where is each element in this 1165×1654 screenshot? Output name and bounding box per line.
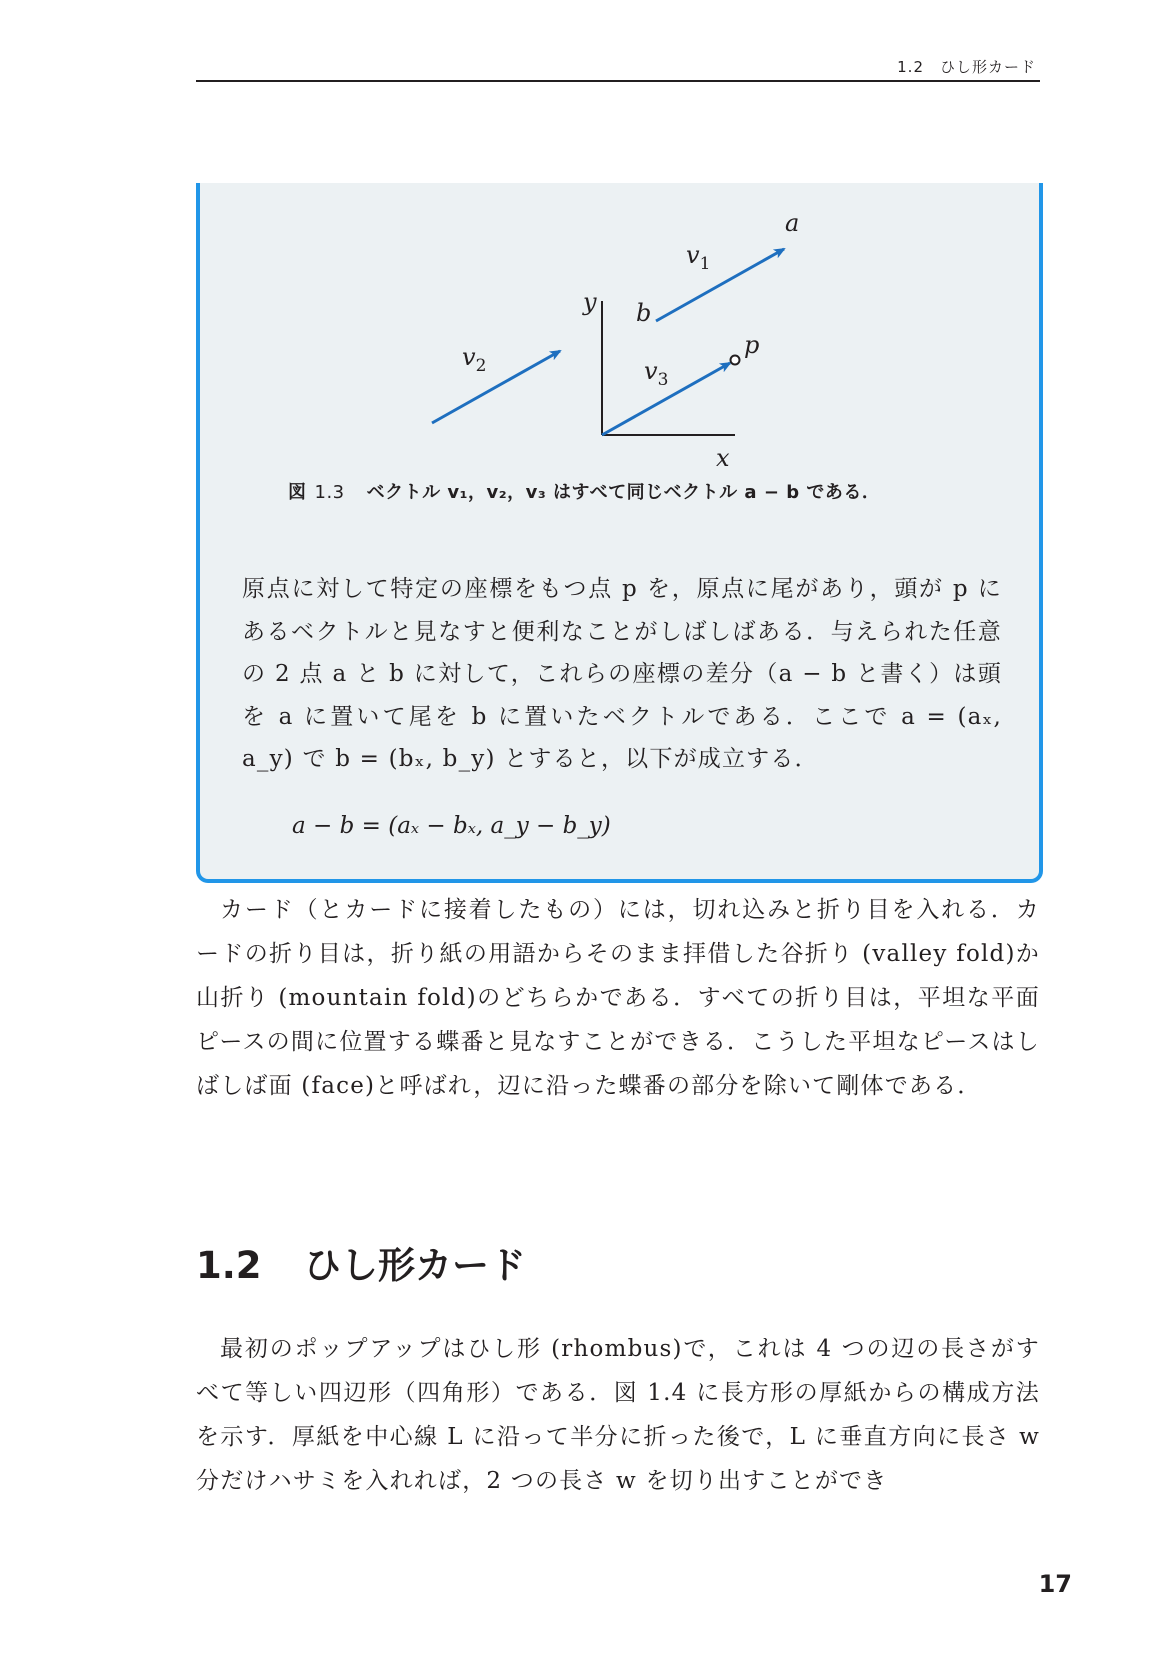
label-a: a	[785, 209, 800, 237]
figure-panel	[196, 183, 1043, 883]
section-title: ひし形カード	[304, 1244, 526, 1287]
label-v2: $v_2$	[462, 343, 487, 376]
panel-paragraph: 原点に対して特定の座標をもつ点 p を，原点に尾があり，頭が p にあるベクトルと見なすと便利なことがしばしばある．与えられた任意の 2 点 a と b に対して，これらの座標の差分（a − b と書く）は頭を a に置いて尾を b に置いたベクトルである．ここで a = (aₓ, a_y) で b = (bₓ, b_y) とすると，以下が成立する．	[242, 576, 1002, 772]
running-title: 1.2 ひし形カード	[897, 58, 1036, 76]
point-p	[731, 356, 740, 365]
panel-equation: a − b = (aₓ − bₓ, a_y − b_y)	[292, 813, 611, 839]
label-p: p	[744, 331, 760, 359]
body-paragraph-1: カード（とカードに接着したもの）には，切れ込みと折り目を入れる．カードの折り目は，折り紙の用語からそのまま拝借した谷折り (valley fold)か山折り (mountain fold)のどちらかである．すべての折り目は，平坦な平面ピースの間に位置する蝶番と見なすことができる．こうした平坦なピースはしばしば面 (face)と呼ばれ，辺に沿った蝶番の部分を除いて剛体である．	[196, 897, 1040, 1099]
body-paragraph-2: 最初のポップアップはひし形 (rhombus)で，これは 4 つの辺の長さがすべて等しい四辺形（四角形）である．図 1.4 に長方形の厚紙からの構成方法を示す．厚紙を中心線 L に沿って半分に折った後で，L に垂直方向に長さ w 分だけハサミを入れれば，2 つの長さ w を切り出すことができ	[196, 1336, 1040, 1494]
label-x: x	[716, 444, 730, 472]
section-heading	[196, 1235, 526, 1289]
caption-label: 図	[288, 482, 307, 503]
label-v3: $v_3$	[644, 357, 669, 390]
section-number: 1.2	[196, 1244, 262, 1287]
label-y: y	[583, 288, 597, 316]
caption-text: ベクトル v₁，v₂，v₃ はすべて同じベクトル a − b である．	[366, 482, 881, 503]
vector-v2	[432, 351, 560, 423]
page-number: 17	[1038, 1570, 1072, 1598]
label-v1: $v_1$	[686, 241, 711, 274]
figure-caption	[288, 478, 988, 504]
running-head	[196, 52, 1040, 82]
caption-number: 1.3	[314, 482, 345, 503]
label-b: b	[636, 299, 652, 327]
vector-figure	[200, 183, 1039, 483]
vector-v1	[656, 249, 784, 321]
